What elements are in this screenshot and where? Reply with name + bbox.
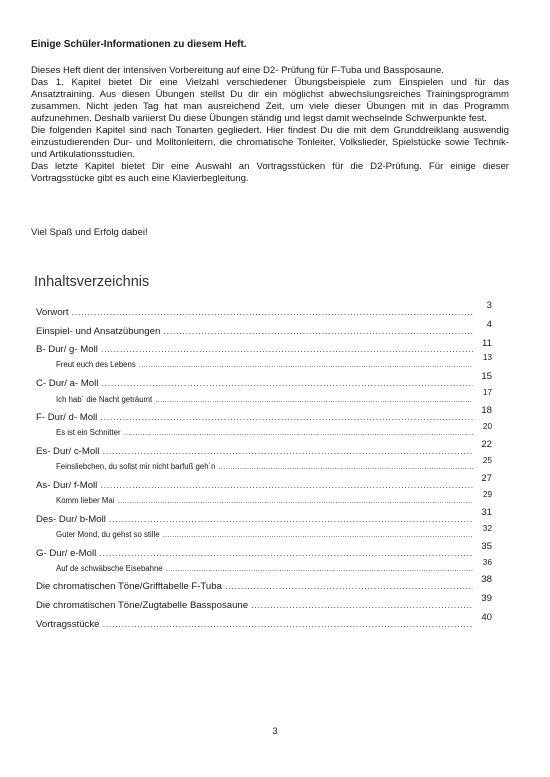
toc-entry-label: C- Dur/ a- Moll [36,378,99,389]
toc-leader-dots [163,326,473,337]
toc-entry-label: Komm lieber Mai [56,496,115,505]
toc-entry [36,600,476,611]
toc-entry [36,581,476,592]
toc-subentry [56,462,476,471]
toc-entry-label: Es ist ein Schnitter [56,428,121,437]
toc-title: Inhaltsverzeichnis [34,274,150,290]
toc-entry-label: As- Dur/ f-Moll [36,480,98,491]
toc-entry-page: 15 [481,371,492,382]
toc-entry-label: Guter Mond, du gehst so stille [56,530,160,539]
toc-subentry [56,428,476,437]
intro-paragraph: Die folgenden Kapitel sind nach Tonarten gegliedert. Hier findest Du die mit dem Grunddreiklang auswendig einzustudierenden Dur- und Molltonleitern, die chromatische Tonleiter, Volkslieder, Spielstücke sowie Technik- und Artikulationsstudien. [31,125,509,160]
toc-entry [36,344,476,355]
intro-heading: Einige Schüler-Informationen zu diesem Heft. [31,39,247,50]
toc-entry-label: Ich hab´ die Nacht geträumt [56,395,153,404]
toc-leader-dots [101,344,473,355]
toc-entry-page: 31 [481,507,492,518]
toc-leader-dots [251,600,473,611]
intro-paragraph: Das 1. Kapitel bietet Dir eine Vielzahl verschiedener Übungsbeispiele zum Einspielen und für das Ansatztraining. Aus diesen Übungen stellst Du dir ein möglichst abwechslungsreiches Trainingsprogramm zusammen. Nicht jeden Tag hat man ausreichend Zeit, um viele dieser Übungen mit in das Programm aufzunehmen. Deshalb variierst Du diese Übungen ständig und legst damit wechselnde Schwerpunkte fest. [31,77,509,124]
toc-entry-page: 27 [481,473,492,484]
toc-leader-dots [102,446,473,457]
toc-entry-page: 3 [486,300,492,311]
toc-entry-label: Die chromatischen Töne/Grifftabelle F-Tuba [36,581,222,592]
toc-subentry [56,564,476,573]
toc-entry-page: 20 [482,422,492,431]
toc-entry-page: 13 [482,353,492,362]
toc-entry-label: Die chromatischen Töne/Zugtabelle Bassposaune [36,600,249,611]
toc-leader-dots [99,548,473,559]
toc-subentry [56,360,476,369]
toc-entry-page: 4 [486,319,492,330]
toc-entry-page: 38 [481,574,492,585]
toc-entry-page: 36 [482,558,492,567]
toc-entry [36,480,476,491]
toc-entry-page: 29 [482,490,492,499]
toc-entry-label: Vorwort [36,307,69,318]
toc-entry-page: 35 [481,541,492,552]
toc-entry-page: 22 [481,439,492,450]
toc-leader-dots [166,564,473,573]
toc-entry-page: 18 [481,405,492,416]
toc-entry-label: Einspiel- und Ansatzübungen [36,326,161,337]
toc-leader-dots [118,496,474,505]
toc-leader-dots [102,619,473,630]
toc-entry [36,514,476,525]
toc-entry-label: Vortragsstücke [36,619,100,630]
toc-entry-label: Es- Dur/ c-Moll [36,446,100,457]
toc-entry-label: Freut euch des Lebens [56,360,136,369]
toc-entry-label: B- Dur/ g- Moll [36,344,98,355]
toc-entry-page: 11 [482,338,492,349]
toc-leader-dots [155,395,473,404]
toc-entry-page: 39 [481,593,492,604]
toc-entry-page: 40 [481,612,492,623]
toc-leader-dots [124,428,473,437]
toc-entry [36,412,476,423]
toc-leader-dots [100,480,473,491]
toc-entry-page: 25 [482,456,492,465]
toc-subentry [56,395,476,404]
toc-entry-label: Feinsliebchen, du sollst mir nicht barfuß geh´n [56,462,216,471]
toc-subentry [56,496,476,505]
toc-leader-dots [100,412,473,423]
toc-leader-dots [139,360,473,369]
toc-leader-dots [101,378,473,389]
toc-leader-dots [109,514,473,525]
toc-leader-dots [218,462,473,471]
toc-entry [36,378,476,389]
toc-entry-page: 32 [482,524,492,533]
toc-entry-label: G- Dur/ e-Moll [36,548,97,559]
toc-leader-dots [72,307,473,318]
toc-entry [36,307,476,318]
toc-leader-dots [225,581,473,592]
intro-paragraph: Das letzte Kapitel bietet Dir eine Auswahl an Vortragsstücken für die D2-Prüfung. Für einige dieser Vortragsstücke gibt es auch eine Klavierbegleitung. [31,161,509,184]
toc-entry-page: 17 [482,388,492,397]
toc-entry [36,619,476,630]
page-number: 3 [272,726,278,736]
toc-leader-dots [163,530,473,539]
toc-entry-label: Auf de schwäbsche Eisebahne [56,564,163,573]
toc-subentry [56,530,476,539]
closing-line: Viel Spaß und Erfolg dabei! [31,227,148,238]
toc-entry [36,326,476,337]
toc-entry-label: Des- Dur/ b-Moll [36,514,106,525]
intro-paragraph: Dieses Heft dient der intensiven Vorbereitung auf eine D2- Prüfung für F-Tuba und Bassposaune. [31,65,444,76]
toc-entry-label: F- Dur/ d- Moll [36,412,98,423]
toc-entry [36,446,476,457]
toc-entry [36,548,476,559]
